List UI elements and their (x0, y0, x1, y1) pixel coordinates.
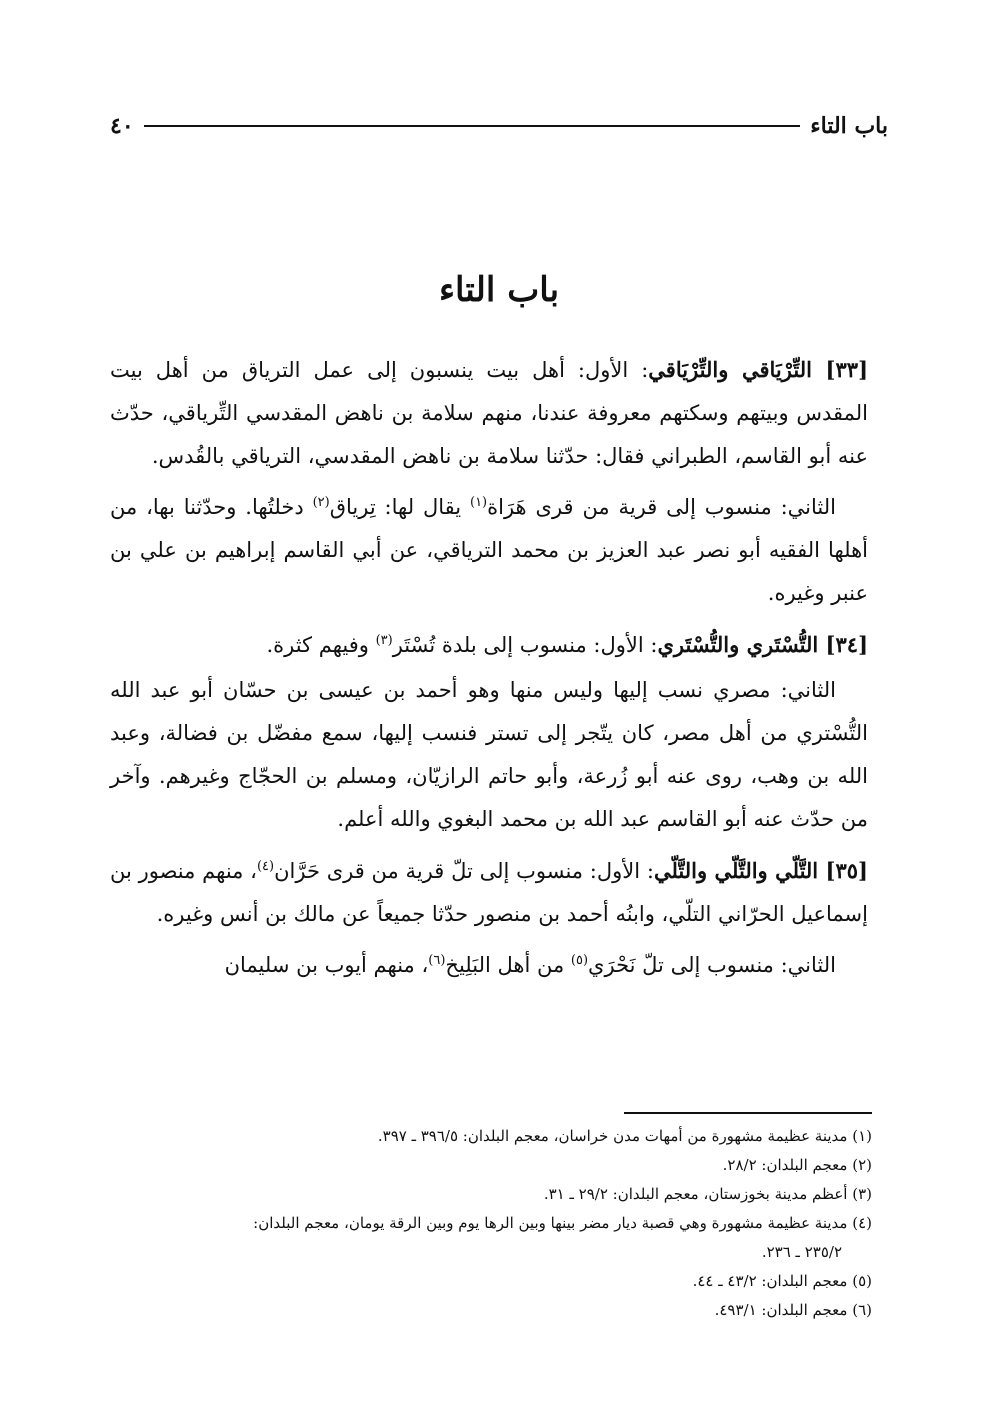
entry-34-heading: [٣٤] التُّسْتَري والتُّسْتَري (657, 632, 868, 657)
text-segment: : الأول: منسوب إلى تلّ قرية من قرى حَرَّان (274, 859, 654, 883)
footnote-2: (٢) معجم البلدان: ٢٨/٢. (722, 1156, 872, 1174)
entry-35-heading: [٣٥] التَّلّي والتَّلّي والتَّلّي (653, 858, 868, 883)
footnote-5: (٥) معجم البلدان: ٤٣/٢ ـ ٤٤. (692, 1272, 872, 1290)
entry-33-text: : الأول: أهل بيت ينسبون إلى عمل الترياق من أهل بيت المقدس وبيتهم وسكتهم معروفة عندنا، منهم سلامة بن ناهض المقدسي التِّرياقي، حدّث عنه أبو القاسم، الطبراني فقال: حدّثنا سلامة بن ناهض المقدسي، الترياقي بالقُدس. (110, 358, 868, 468)
footnote-rule (624, 1112, 872, 1114)
body-text (110, 348, 868, 995)
page-number: ٤٠ (110, 113, 134, 139)
footnote-ref-3: (٣) (375, 633, 393, 648)
footnote-ref-5: (٥) (570, 953, 589, 968)
entry-34-second-paragraph: الثاني: مصري نسب إليها وليس منها وهو أحمد بن عيسى بن حسّان أبو عبد الله التُّسْتري من أهل مصر، كان يتّجر إلى تستر فنسب إليها، سمع مفضّل بن فضالة، وعبد الله بن وهب، روى عنه أبو زُرعة، وأبو حاتم الرازيّان، ومسلم بن الحجّاج وغيرهم. وآخر من حدّث عنه أبو القاسم عبد الله بن محمد البغوي والله أعلم. (110, 678, 868, 831)
entry-35-paragraph (110, 849, 868, 936)
text-segment: من أهل البَلِيخ (445, 953, 571, 977)
footnote-6: (٦) معجم البلدان: ٤٩٣/١. (714, 1301, 872, 1319)
entry-35-second-paragraph (110, 944, 868, 987)
entry-33-heading: [٣٣] التِّرْيَاقي والتِّرْيَاقي (648, 357, 868, 382)
footnotes (118, 1122, 872, 1325)
text-segment: : الأول: منسوب إلى بلدة تُسْتَر (392, 633, 658, 657)
footnote-ref-2: (٢) (312, 495, 330, 510)
chapter-title: باب التاء (438, 270, 560, 310)
footnote-ref-4: (٤) (256, 859, 275, 874)
entry-34-paragraph (110, 623, 868, 667)
text-segment: ، منهم منصور بن إسماعيل الحرّاني التلّي، وابنُه أحمد بن منصور حدّثا جميعاً عن مالك بن أنس وغيره. (110, 859, 868, 926)
entry-33-second-paragraph (110, 486, 868, 615)
text-segment: الثاني: منسوب إلى تلّ نَحْرَي (588, 953, 836, 977)
footnote-1: (١) مدينة عظيمة مشهورة من أمهات مدن خراسان، معجم البلدان: ٣٩٦/٥ ـ ٣٩٧. (377, 1127, 872, 1145)
footnote-ref-1: (١) (469, 495, 488, 510)
text-segment: وفيهم كثرة. (266, 633, 376, 657)
header-rule (144, 125, 801, 127)
text-segment: الثاني: منسوب إلى قرية من قرى هَرَاة (487, 495, 836, 519)
footnote-4-text: (٤) مدينة عظيمة مشهورة وهي قصبة ديار مضر بينها وبين الرها يوم وبين الرقة يومان، معجم البلدان: (253, 1214, 872, 1232)
text-segment: ، منهم أيوب بن سليمان (224, 953, 429, 977)
footnote-ref-6: (٦) (428, 953, 446, 968)
running-header (110, 106, 888, 146)
running-title: باب التاء (810, 113, 888, 139)
footnote-3: (٣) أعظم مدينة بخوزستان، معجم البلدان: ٢٩/٢ ـ ٣١. (543, 1185, 872, 1203)
text-segment: دخلتُها. وحدّثنا بها، من أهلها الفقيه أبو نصر عبد العزيز بن محمد الترياقي، عن أبي القاسم إبراهيم بن علي بن عنبر وغيره. (110, 495, 868, 605)
text-segment: يقال لها: تِرياق (329, 495, 470, 519)
footnote-4-continuation: ٢٣٥/٢ ـ ٢٣٦. (761, 1243, 842, 1261)
entry-33-paragraph (110, 348, 868, 478)
footnote-4 (118, 1209, 872, 1267)
